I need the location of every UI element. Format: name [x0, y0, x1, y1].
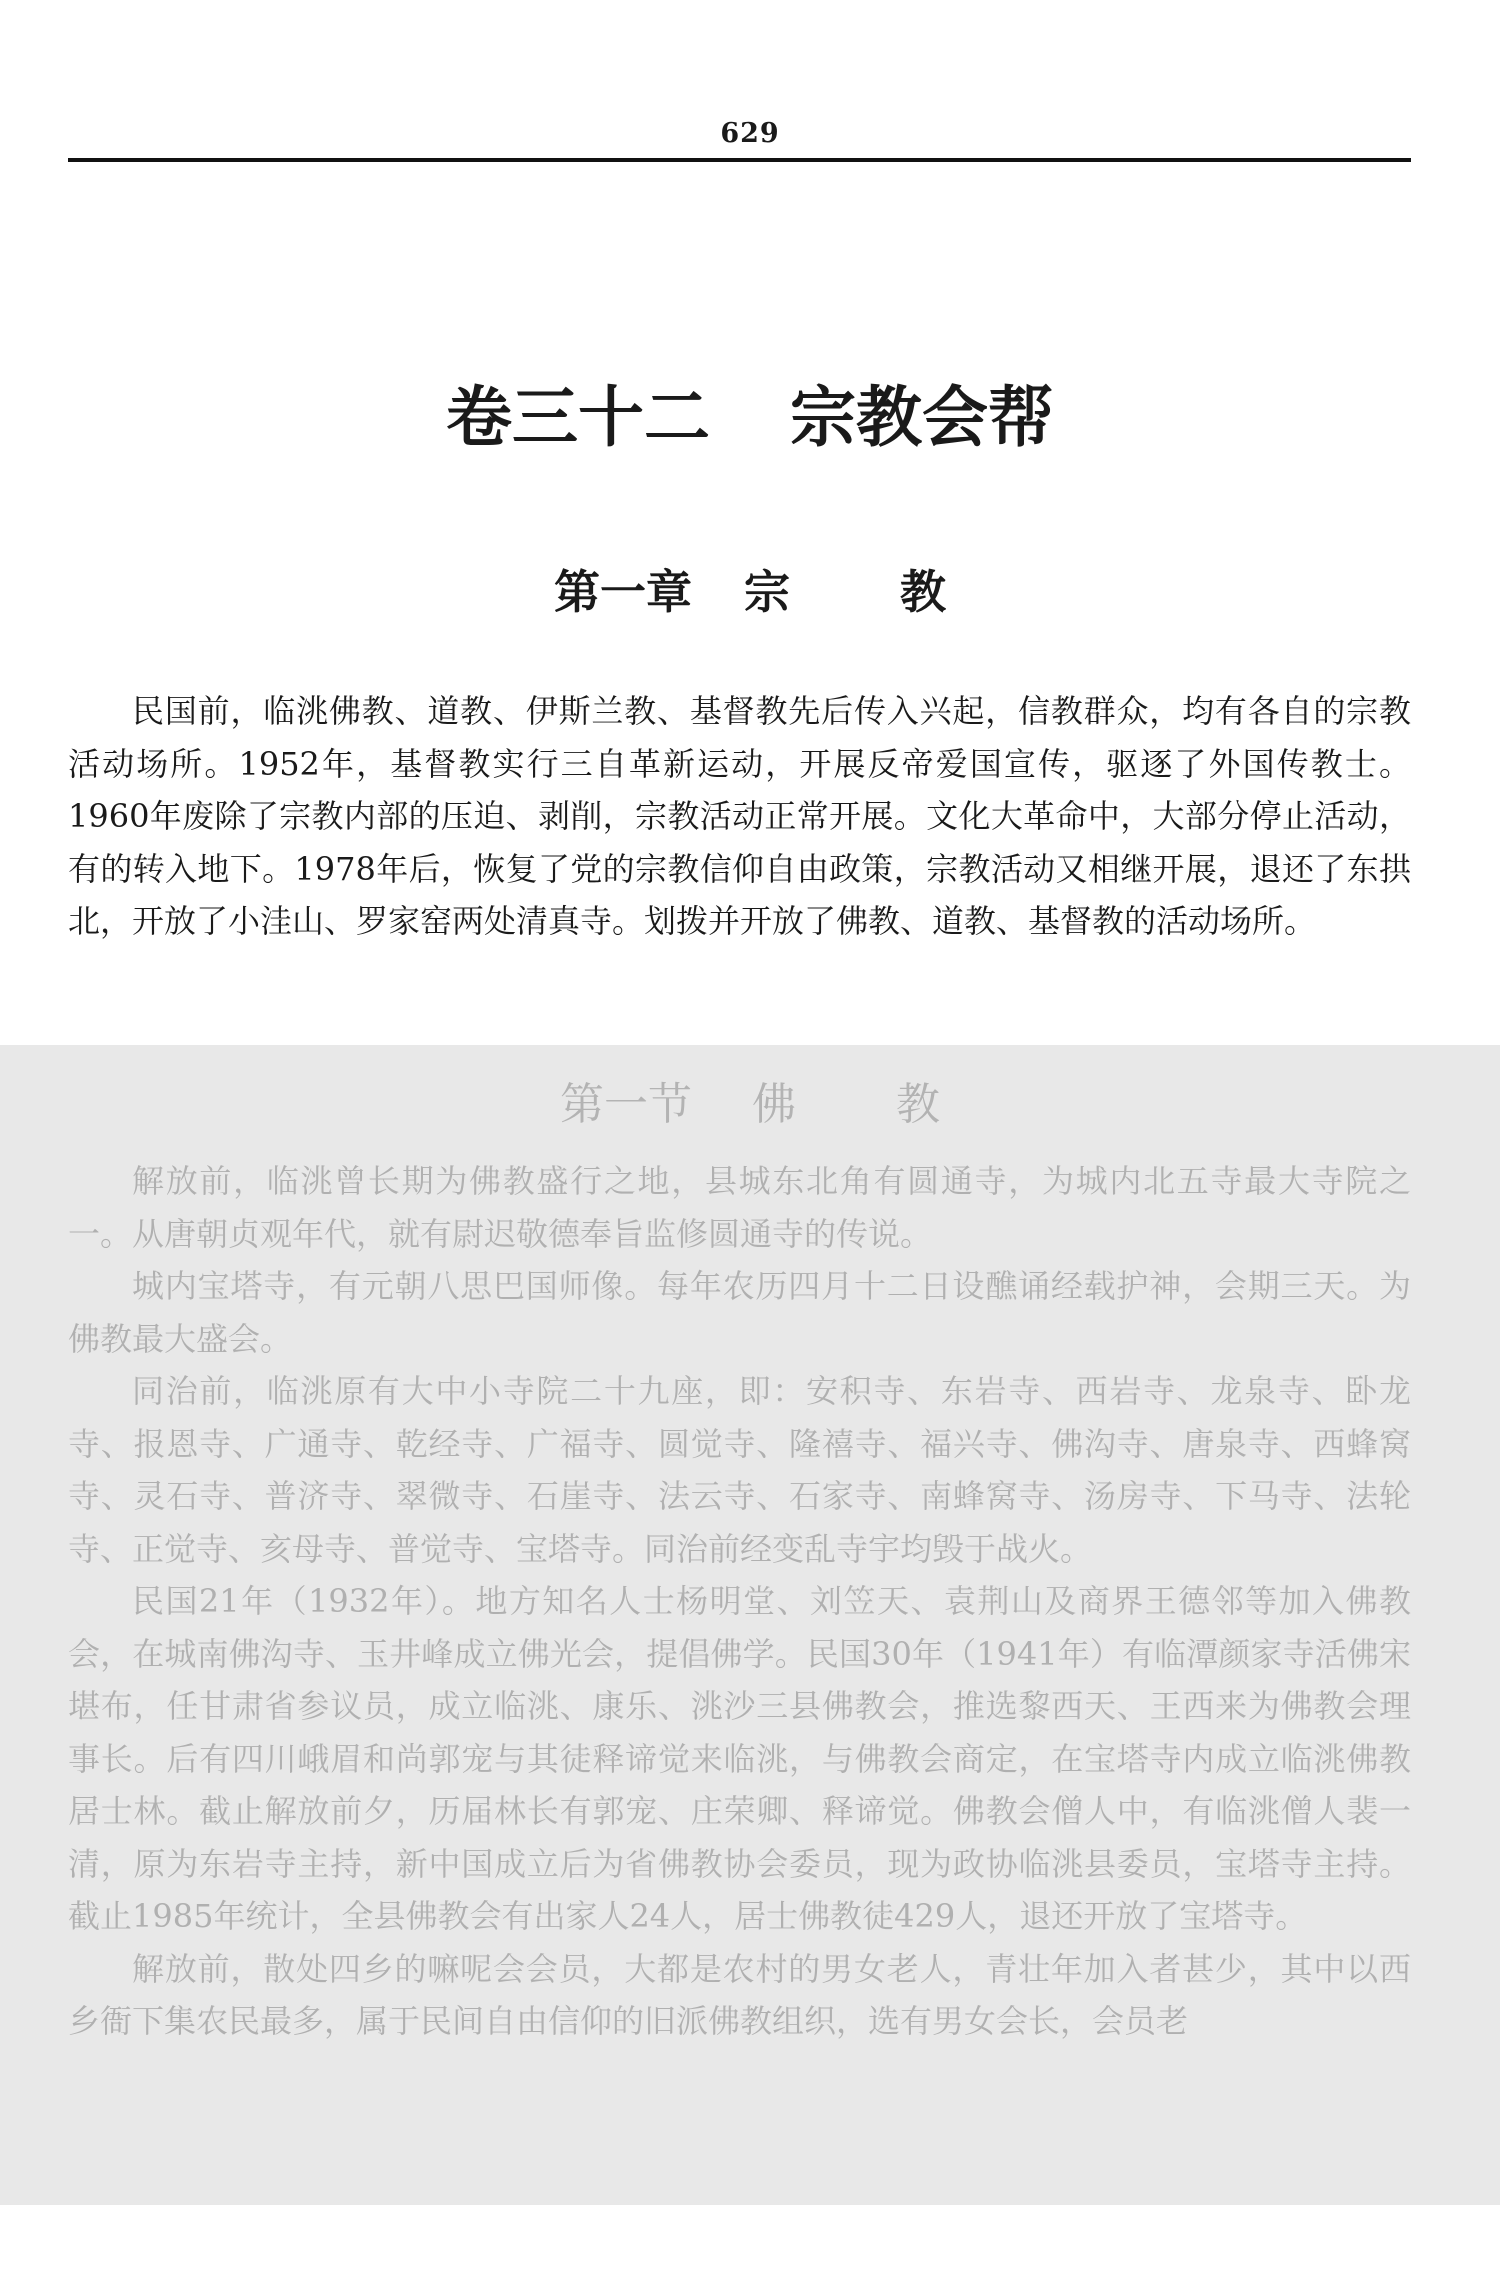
section-title	[0, 1073, 1500, 1137]
volume-title	[0, 372, 1500, 462]
intro-paragraph: 民国前，临洮佛教、道教、伊斯兰教、基督教先后传入兴起，信教群众，均有各自的宗教活动场所。1952年，基督教实行三自革新运动，开展反帝爱国宣传，驱逐了外国传教士。1960年废除了宗教内部的压迫、剥削，宗教活动正常开展。文化大革命中，大部分停止活动，有的转入地下。1978年后，恢复了党的宗教信仰自由政策，宗教活动又相继开展，退还了东拱北，开放了小洼山、罗家窑两处清真寺。划拨并开放了佛教、道教、基督教的活动场所。	[68, 692, 1411, 940]
section-title-char-1: 佛	[752, 1079, 796, 1130]
faded-region	[0, 1045, 1500, 2205]
section-paragraph-1: 解放前，临洮曾长期为佛教盛行之地，县城东北角有圆通寺，为城内北五寺最大寺院之一。从唐朝贞观年代，就有尉迟敬德奉旨监修圆通寺的传说。	[68, 1162, 1411, 1253]
section-paragraph-4: 民国21年（1932年）。地方知名人士杨明堂、刘笠天、袁荆山及商界王德邻等加入佛教会，在城南佛沟寺、玉井峰成立佛光会，提倡佛学。民国30年（1941年）有临潭颜家寺活佛宋堪布，任甘肃省参议员，成立临洮、康乐、洮沙三县佛教会，推选黎西天、王西来为佛教会理事长。后有四川峨眉和尚郭宠与其徒释谛觉来临洮，与佛教会商定，在宝塔寺内成立临洮佛教居士林。截止解放前夕，历届林长有郭宠、庄荣卿、释谛觉。佛教会僧人中，有临洮僧人裴一清，原为东岩寺主持，新中国成立后为省佛教协会委员，现为政协临洮县委员，宝塔寺主持。截止1985年统计，全县佛教会有出家人24人，居士佛教徒429人，退还开放了宝塔寺。	[68, 1582, 1411, 1935]
section-title-number: 第一节	[560, 1079, 692, 1130]
page-number: 629	[720, 118, 780, 149]
chapter-title	[0, 560, 1500, 624]
section-paragraph-5: 解放前，散处四乡的嘛呢会会员，大都是农村的男女老人，青壮年加入者甚少，其中以西乡衙下集农民最多，属于民间自由信仰的旧派佛教组织，选有男女会长，会员老	[68, 1949, 1411, 2040]
volume-title-number: 卷三十二	[446, 378, 710, 456]
section-title-char-2: 教	[896, 1079, 940, 1130]
chapter-title-char-2: 教	[900, 565, 946, 619]
chapter-title-number: 第一章	[554, 565, 692, 619]
section-body	[68, 1155, 1411, 2048]
header-rule	[68, 158, 1411, 162]
section-paragraph-3: 同治前，临洮原有大中小寺院二十九座，即：安积寺、东岩寺、西岩寺、龙泉寺、卧龙寺、报恩寺、广通寺、乾经寺、广福寺、圆觉寺、隆禧寺、福兴寺、佛沟寺、唐泉寺、西蜂窝寺、灵石寺、普济寺、翠微寺、石崖寺、法云寺、石家寺、南蜂窝寺、汤房寺、下马寺、法轮寺、正觉寺、亥母寺、普觉寺、宝塔寺。同治前经变乱寺宇均毁于战火。	[68, 1372, 1411, 1568]
volume-title-name: 宗教会帮	[790, 378, 1054, 456]
section-paragraph-2: 城内宝塔寺，有元朝八思巴国师像。每年农历四月十二日设醮诵经载护神，会期三天。为佛教最大盛会。	[68, 1267, 1411, 1358]
chapter-title-char-1: 宗	[744, 565, 790, 619]
